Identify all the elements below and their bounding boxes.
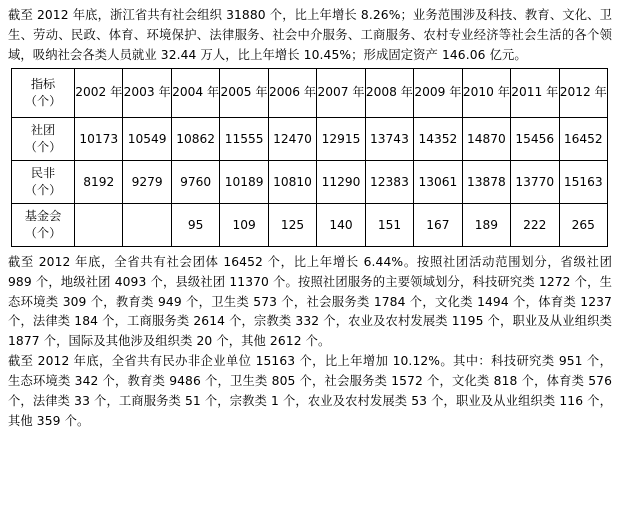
cell-minfei-2003: 9279 bbox=[123, 160, 171, 203]
cell-shetuan-2012: 16452 bbox=[559, 117, 607, 160]
cell-jijinhui-2011: 222 bbox=[511, 203, 559, 246]
cell-shetuan-2004: 10862 bbox=[171, 117, 219, 160]
cell-shetuan-2008: 13743 bbox=[365, 117, 413, 160]
corner-label-line2: （个） bbox=[24, 93, 62, 108]
row-label-line2: （个） bbox=[24, 139, 62, 154]
cell-jijinhui-2010: 189 bbox=[462, 203, 510, 246]
row-label-line1: 民非 bbox=[30, 166, 56, 181]
cell-minfei-2008: 12383 bbox=[365, 160, 413, 203]
row-label-jijinhui bbox=[12, 203, 75, 246]
cell-shetuan-2007: 12915 bbox=[317, 117, 365, 160]
column-header-2012: 2012 年 bbox=[559, 68, 607, 117]
table-row bbox=[12, 117, 608, 160]
cell-shetuan-2009: 14352 bbox=[414, 117, 462, 160]
cell-jijinhui-2006: 125 bbox=[268, 203, 316, 246]
table-row bbox=[12, 160, 608, 203]
cell-jijinhui-2002 bbox=[75, 203, 123, 246]
cell-minfei-2010: 13878 bbox=[462, 160, 510, 203]
cell-shetuan-2006: 12470 bbox=[268, 117, 316, 160]
table-body bbox=[12, 117, 608, 246]
column-header-2009: 2009 年 bbox=[414, 68, 462, 117]
column-header-2007: 2007 年 bbox=[317, 68, 365, 117]
cell-minfei-2012: 15163 bbox=[559, 160, 607, 203]
social-organizations-table bbox=[11, 68, 608, 247]
cell-jijinhui-2008: 151 bbox=[365, 203, 413, 246]
cell-jijinhui-2012: 265 bbox=[559, 203, 607, 246]
paragraph-top: 截至 2012 年底，浙江省共有社会组织 31880 个，比上年增长 8.26%；业务范围涉及科技、教育、文化、卫生、劳动、民政、体育、环境保护、法律服务、社会中介服务、工商服务、农村专业经济等社会生活的各个领域，吸纳社会各类人员就业 32.44 万人，比上年增长 10.45%；形成固定资产 146.06 亿元。 bbox=[8, 8, 612, 62]
column-header-2008: 2008 年 bbox=[365, 68, 413, 117]
cell-minfei-2004: 9760 bbox=[171, 160, 219, 203]
cell-jijinhui-2004: 95 bbox=[171, 203, 219, 246]
row-label-line2: （个） bbox=[24, 182, 62, 197]
column-header-2006: 2006 年 bbox=[268, 68, 316, 117]
row-label-line1: 社团 bbox=[30, 123, 56, 138]
cell-jijinhui-2009: 167 bbox=[414, 203, 462, 246]
row-label-line2: （个） bbox=[24, 225, 62, 240]
row-label-shetuan bbox=[12, 117, 75, 160]
column-header-2010: 2010 年 bbox=[462, 68, 510, 117]
cell-shetuan-2011: 15456 bbox=[511, 117, 559, 160]
table-row bbox=[12, 203, 608, 246]
cell-shetuan-2003: 10549 bbox=[123, 117, 171, 160]
cell-jijinhui-2003 bbox=[123, 203, 171, 246]
column-header-2003: 2003 年 bbox=[123, 68, 171, 117]
cell-shetuan-2002: 10173 bbox=[75, 117, 123, 160]
column-header-2002: 2002 年 bbox=[75, 68, 123, 117]
cell-minfei-2011: 13770 bbox=[511, 160, 559, 203]
cell-jijinhui-2005: 109 bbox=[220, 203, 268, 246]
row-label-minfei bbox=[12, 160, 75, 203]
paragraph-middle: 截至 2012 年底，全省共有社会团体 16452 个，比上年增长 6.44%。按照社团活动范围划分，省级社团 989 个，地级社团 4093 个，县级社团 11370 个。按照社团服务的主要领域划分，科技研究类 1272 个，生态环境类 309 个，教育类 949 个，卫生类 573 个，社会服务类 1784 个，文化类 1494 个，体育类 1237 个，法律类 184 个，工商服务类 2614 个，宗教类 332 个，农业及农村发展类 1195 个，职业及从业组织类 1877 个，国际及其他涉及组织类 20 个，其他 2612 个。 bbox=[8, 254, 612, 349]
paragraph-bottom: 截至 2012 年底，全省共有民办非企业单位 15163 个，比上年增加 10.12%。其中：科技研究类 951 个，生态环境类 342 个，教育类 9486 个，卫生类 805 个，社会服务类 1572 个，文化类 818 个，体育类 576 个，法律类 33 个，工商服务类 51 个，宗教类 1 个，农业及农村发展类 53 个，职业及从业组织类 116 个，其他 359 个。 bbox=[8, 354, 612, 428]
column-header-2005: 2005 年 bbox=[220, 68, 268, 117]
table-corner-header bbox=[12, 68, 75, 117]
cell-shetuan-2010: 14870 bbox=[462, 117, 510, 160]
cell-minfei-2007: 11290 bbox=[317, 160, 365, 203]
table-header-row bbox=[12, 68, 608, 117]
cell-minfei-2005: 10189 bbox=[220, 160, 268, 203]
column-header-2011: 2011 年 bbox=[511, 68, 559, 117]
cell-minfei-2002: 8192 bbox=[75, 160, 123, 203]
corner-label-line1: 指标 bbox=[30, 77, 56, 92]
cell-jijinhui-2007: 140 bbox=[317, 203, 365, 246]
cell-shetuan-2005: 11555 bbox=[220, 117, 268, 160]
cell-minfei-2006: 10810 bbox=[268, 160, 316, 203]
row-label-line1: 基金会 bbox=[24, 209, 62, 224]
table-header bbox=[12, 68, 608, 117]
cell-minfei-2009: 13061 bbox=[414, 160, 462, 203]
column-header-2004: 2004 年 bbox=[171, 68, 219, 117]
